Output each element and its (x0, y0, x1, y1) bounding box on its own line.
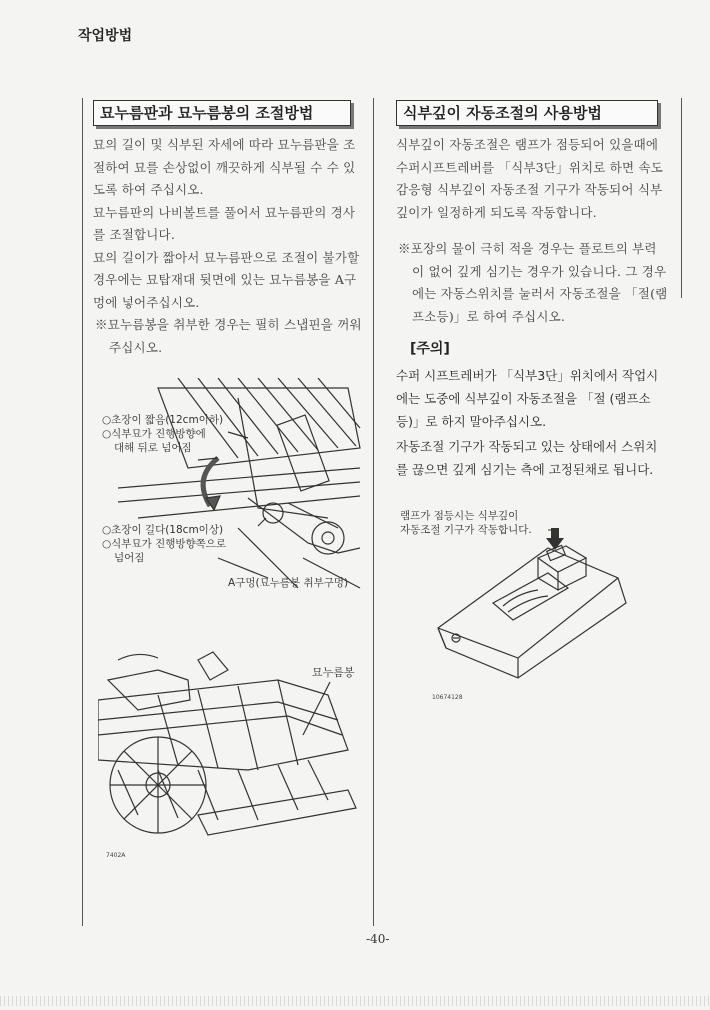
left-paragraph-1: 묘의 길이 및 식부된 자세에 따라 묘누름판을 조절하여 묘를 손상없이 깨끗하게 식부될 수 수 있도록 하여 주십시오. (93, 137, 356, 197)
scan-edge (0, 996, 710, 1006)
hole-a-label: A구멍(묘누름봉 취부구멍) (228, 577, 349, 589)
left-note: ※묘누름봉을 취부한 경우는 필히 스냅핀을 꺼워주십시오. (95, 317, 362, 355)
page-header: 작업방법 (78, 28, 133, 44)
left-column (93, 100, 365, 359)
right-column (396, 100, 668, 481)
long-seedling-label-3: 넘어짐 (114, 552, 145, 564)
control-box-code: 10674128 (432, 694, 463, 701)
caution-heading: [주의] (410, 341, 450, 357)
transplanter-figure (98, 640, 362, 865)
right-paragraph: 식부깊이 자동조절은 램프가 점등되어 있을때에 수퍼시프트레버를 「식부3단」위치로 하면 속도감응형 식부깊이 자동조절 기구가 작동되어 식부깊이가 일정하게 되도록 작동합니다. (396, 137, 664, 220)
column-divider (373, 98, 374, 926)
right-column-rule (681, 98, 682, 298)
seedling-press-illustration (98, 378, 362, 598)
right-section-title: 식부깊이 자동조절의 사용방법 (396, 100, 658, 126)
lamp-caption-1: 램프가 점등시는 식부깊이 (400, 510, 519, 522)
short-seedling-label-3: 대해 뒤로 넘어짐 (114, 442, 192, 454)
left-paragraph-3: 묘의 길이가 짧아서 묘누름판으로 조절이 불가할 경우에는 묘탑재대 뒷면에 있는 묘누름봉을 A구멍에 넣어주십시오. (93, 249, 360, 310)
right-note: ※포장의 물이 극히 적을 경우는 플로트의 부력이 없어 깊게 심기는 경우가 있습니다. 그 경우에는 자동스위치를 눌러서 자동조절을 「절(램프소등)」로 하여 주십시오. (398, 241, 668, 324)
left-column-rule (82, 98, 83, 926)
auto-depth-switch-figure (398, 508, 638, 708)
caution-paragraph-1: 수퍼 시프트레버가 「식부3단」위치에서 작업시에는 도중에 식부깊이 자동조절을 「절 (램프소등)」로 하지 말아주십시오. (396, 368, 659, 429)
figure-code: 7402A (106, 852, 126, 859)
page-number: -40- (366, 932, 390, 946)
short-seedling-label-2: ○식부묘가 진행방향에 (102, 428, 206, 440)
press-bar-label: 묘누름봉 (312, 666, 355, 679)
lamp-caption-2: 자동조절 기구가 작동합니다. (400, 524, 532, 536)
left-paragraph-2: 묘누름판의 나비볼트를 풀어서 묘누름판의 경사를 조절합니다. (93, 204, 356, 242)
long-seedling-label-1: ○초장이 길다(18cm이상) (102, 524, 224, 536)
left-section-title: 묘누름판과 묘누름봉의 조절방법 (93, 100, 351, 126)
long-seedling-label-2: ○식부묘가 진행방향쪽으로 (102, 538, 227, 550)
short-seedling-label-1: ○초장이 짧음(12cm이하) (102, 414, 224, 426)
control-box-illustration (398, 508, 638, 708)
seedling-press-figure (98, 378, 362, 598)
caution-paragraph-2: 자동조절 기구가 작동되고 있는 상태에서 스위치를 끊으면 깊게 심기는 측에 고정된채로 됩니다. (396, 439, 658, 477)
